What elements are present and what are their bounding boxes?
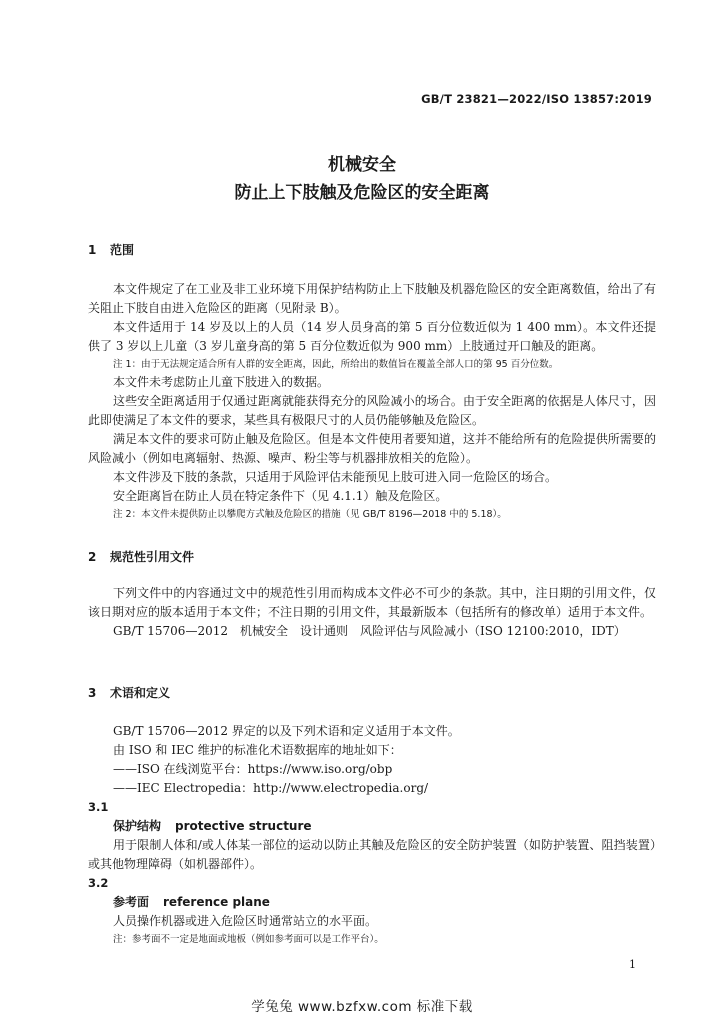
section-1-body <box>88 280 656 523</box>
paragraph: 本文件涉及下肢的条款，只适用于风险评估未能预见上肢可进入同一危险区的场合。 <box>113 470 558 484</box>
normative-reference: GB/T 15706—2012 机械安全 设计通则 风险评估与风险减小（ISO 12100:2010，IDT） <box>113 624 626 638</box>
paragraph: 下列文件中的内容通过文中的规范性引用而构成本文件必不可少的条款。其中，注日期的引用文件，仅该日期对应的版本适用于本文件；不注日期的引用文件，其最新版本（包括所有的修改单）适用于本文件。 <box>88 586 656 619</box>
list-item: ——ISO 在线浏览平台：https://www.iso.org/obp <box>113 762 393 776</box>
document-title-line2: 防止上下肢触及危险区的安全距离 <box>234 183 490 203</box>
section-1-heading <box>88 241 134 258</box>
page-number: 1 <box>629 958 636 971</box>
section-2-number: 2 <box>88 550 97 564</box>
term-definition: 用于限制人体和/或人体某一部位的运动以防止其触及危险区的安全防护装置（如防护装置、阻挡装置）或其他物理障碍（如机器部件）。 <box>88 838 656 871</box>
paragraph: 本文件适用于 14 岁及以上的人员（14 岁人员身高的第 5 百分位数近似为 1 400 mm）。本文件还提供了 3 岁以上儿童（3 岁儿童身高的第 5 百分位数近似为 900 mm）上肢通过开口触及的距离。 <box>88 320 656 353</box>
paragraph: 本文件规定了在工业及非工业环境下用保护结构防止上下肢触及机器危险区的安全距离数值，给出了有关阻止下肢自由进入危险区的距离（见附录 B）。 <box>88 282 656 315</box>
section-3-title: 术语和定义 <box>110 686 171 700</box>
term-zh: 保护结构 <box>113 819 162 833</box>
paragraph: 这些安全距离适用于仅通过距离就能获得充分的风险减小的场合。由于安全距离的依据是人体尺寸，因此即使满足了本文件的要求，某些具有极限尺寸的人员仍能够触及危险区。 <box>88 394 656 427</box>
section-2-body <box>88 584 656 641</box>
term-zh: 参考面 <box>113 895 150 909</box>
term-en: reference plane <box>163 895 270 909</box>
paragraph: GB/T 15706—2012 界定的以及下列术语和定义适用于本文件。 <box>113 724 460 738</box>
section-2-heading <box>88 548 194 565</box>
term-heading <box>88 817 656 836</box>
term-heading <box>88 893 656 912</box>
section-3-body <box>88 722 656 948</box>
note: 注 1：由于无法规定适合所有人群的安全距离，因此，所给出的数值旨在覆盖全部人口的第 95 百分位数。 <box>113 359 559 370</box>
note: 注 2：本文件未提供防止以攀爬方式触及危险区的措施（见 GB/T 8196—2018 中的 5.18）。 <box>113 509 507 520</box>
standard-code: GB/T 23821—2022/ISO 13857:2019 <box>421 92 652 106</box>
paragraph: 安全距离旨在防止人员在特定条件下（见 4.1.1）触及危险区。 <box>113 489 448 503</box>
section-2-title: 规范性引用文件 <box>110 550 195 564</box>
footer-watermark[interactable]: 学兔兔 www.bzfxw.com 标准下载 <box>251 999 473 1015</box>
section-3-heading <box>88 684 170 701</box>
term-number: 3.2 <box>88 876 109 890</box>
section-3-number: 3 <box>88 686 97 700</box>
paragraph: 本文件未考虑防止儿童下肢进入的数据。 <box>113 375 330 389</box>
document-title-line1: 机械安全 <box>328 155 396 175</box>
note: 注：参考面不一定是地面或地板（例如参考面可以是工作平台）。 <box>113 934 384 945</box>
term-number: 3.1 <box>88 800 109 814</box>
paragraph: 满足本文件的要求可防止触及危险区。但是本文件使用者要知道，这并不能给所有的危险提供所需要的风险减小（例如电离辐射、热源、噪声、粉尘等与机器排放相关的危险）。 <box>88 432 656 465</box>
section-1-title: 范围 <box>110 243 135 257</box>
term-en: protective structure <box>175 819 312 833</box>
list-item: ——IEC Electropedia：http://www.electropedia.org/ <box>113 781 429 795</box>
section-1-number: 1 <box>88 243 97 257</box>
paragraph: 由 ISO 和 IEC 维护的标准化术语数据库的地址如下： <box>113 743 402 757</box>
term-definition: 人员操作机器或进入危险区时通常站立的水平面。 <box>113 914 378 928</box>
